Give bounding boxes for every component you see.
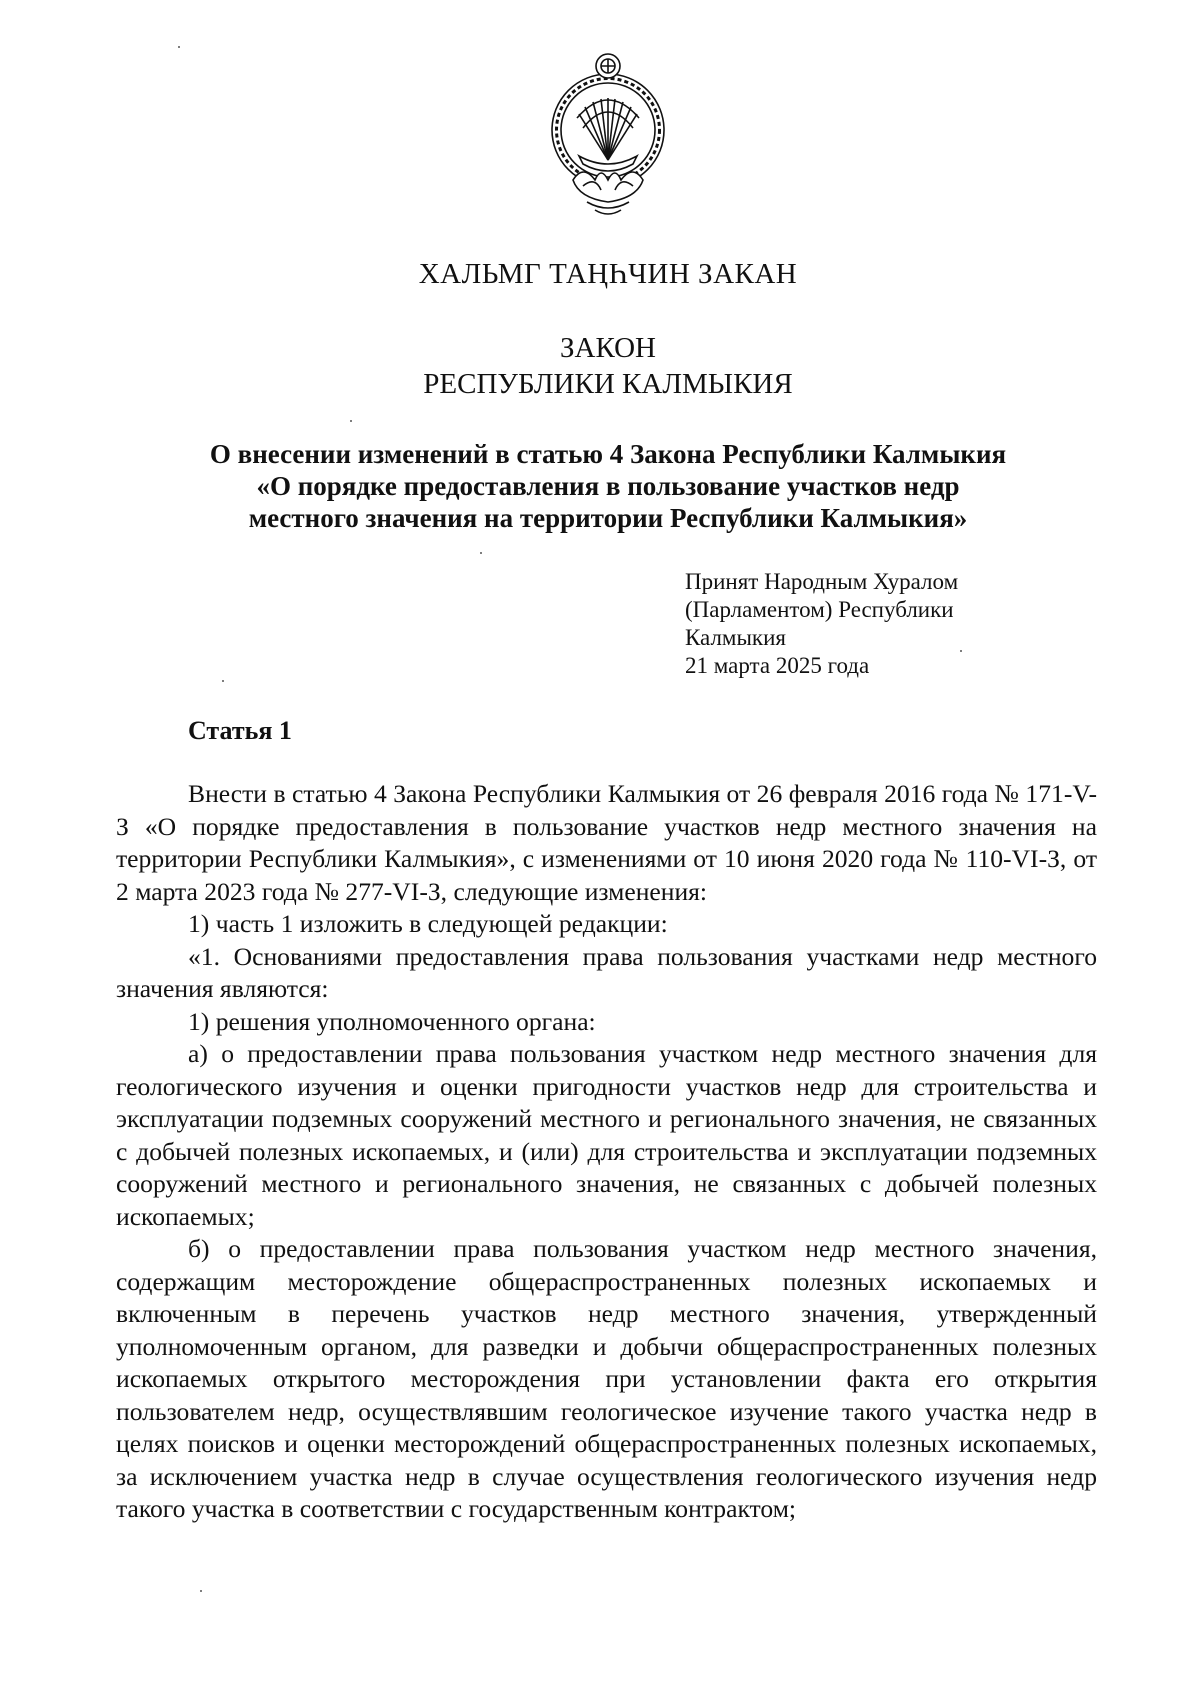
title-kalmyk: ХАЛЬМГ ТАҢҺЧИН ЗАКАН	[418, 258, 798, 290]
adoption-note	[685, 568, 1005, 680]
scan-speck	[178, 46, 180, 48]
law-title-line-2: РЕСПУБЛИКИ КАЛМЫКИЯ	[423, 368, 793, 400]
law-subject-line-3: местного значения на территории Республики Калмыкия»	[248, 503, 968, 533]
adoption-line-3: Калмыкия	[685, 625, 786, 650]
law-title	[0, 330, 1200, 402]
scan-speck	[480, 552, 482, 554]
law-title-line-1: ЗАКОН	[560, 332, 656, 364]
article-paragraph: Внести в статью 4 Закона Республики Калмыкия от 26 февраля 2016 года № 171-V-З «О порядке предоставления в пользование участков недр местного значения на территории Республики Калмыкия», с изменениями от 10 июня 2020 года № 110-VI-З, от 2 марта 2023 года № 277-VI-З, следующие изменения:	[116, 779, 1097, 906]
scan-speck	[960, 650, 962, 652]
article-paragraph: а) о предоставлении права пользования участком недр местного значения для геологического изучения и оценки пригодности участков недр для строительства и эксплуатации подземных сооружений местного и регионального значения, не связанных с добычей полезных ископаемых, и (или) для строительства и эксплуатации подземных сооружений местного и регионального значения, не связанных с добычей полезных ископаемых;	[116, 1039, 1097, 1231]
article-paragraph: 1) решения уполномоченного органа:	[188, 1006, 596, 1036]
law-subject-line-2: «О порядке предоставления в пользование участков недр	[256, 471, 960, 501]
adoption-date: 21 марта 2025 года	[685, 653, 870, 678]
scan-speck	[350, 420, 352, 422]
article-paragraph: «1. Основаниями предоставления права пользования участками недр местного значения являются:	[116, 941, 1097, 1003]
article-paragraph: 1) часть 1 изложить в следующей редакции:	[188, 909, 668, 938]
law-subject-line-1: О внесении изменений в статью 4 Закона Республики Калмыкия	[209, 439, 1007, 469]
scan-speck	[200, 1590, 202, 1592]
kalmykia-coat-of-arms-icon	[543, 52, 673, 224]
article-body	[116, 778, 1097, 1526]
scan-speck	[222, 680, 224, 682]
adoption-line-2: (Парламентом) Республики	[685, 597, 954, 622]
article-paragraph: б) о предоставлении права пользования участком недр местного значения, содержащим месторождение общераспространенных полезных ископаемых и включенным в перечень участков недр местного значения, утвержденный уполномоченным органом, для разведки и добычи общераспространенных полезных ископаемых открытого месторождения при установлении факта его открытия пользователем недр, осуществлявшим геологическое изучение такого участка недр в целях поисков и оценки месторождений общераспространенных полезных ископаемых, за исключением участка недр в случае осуществления геологического изучения недр такого участка в соответствии с государственным контрактом;	[116, 1234, 1097, 1523]
law-subject	[0, 438, 1200, 534]
adoption-line-1: Принят Народным Хуралом	[685, 569, 959, 594]
article-heading: Статья 1	[188, 716, 292, 745]
